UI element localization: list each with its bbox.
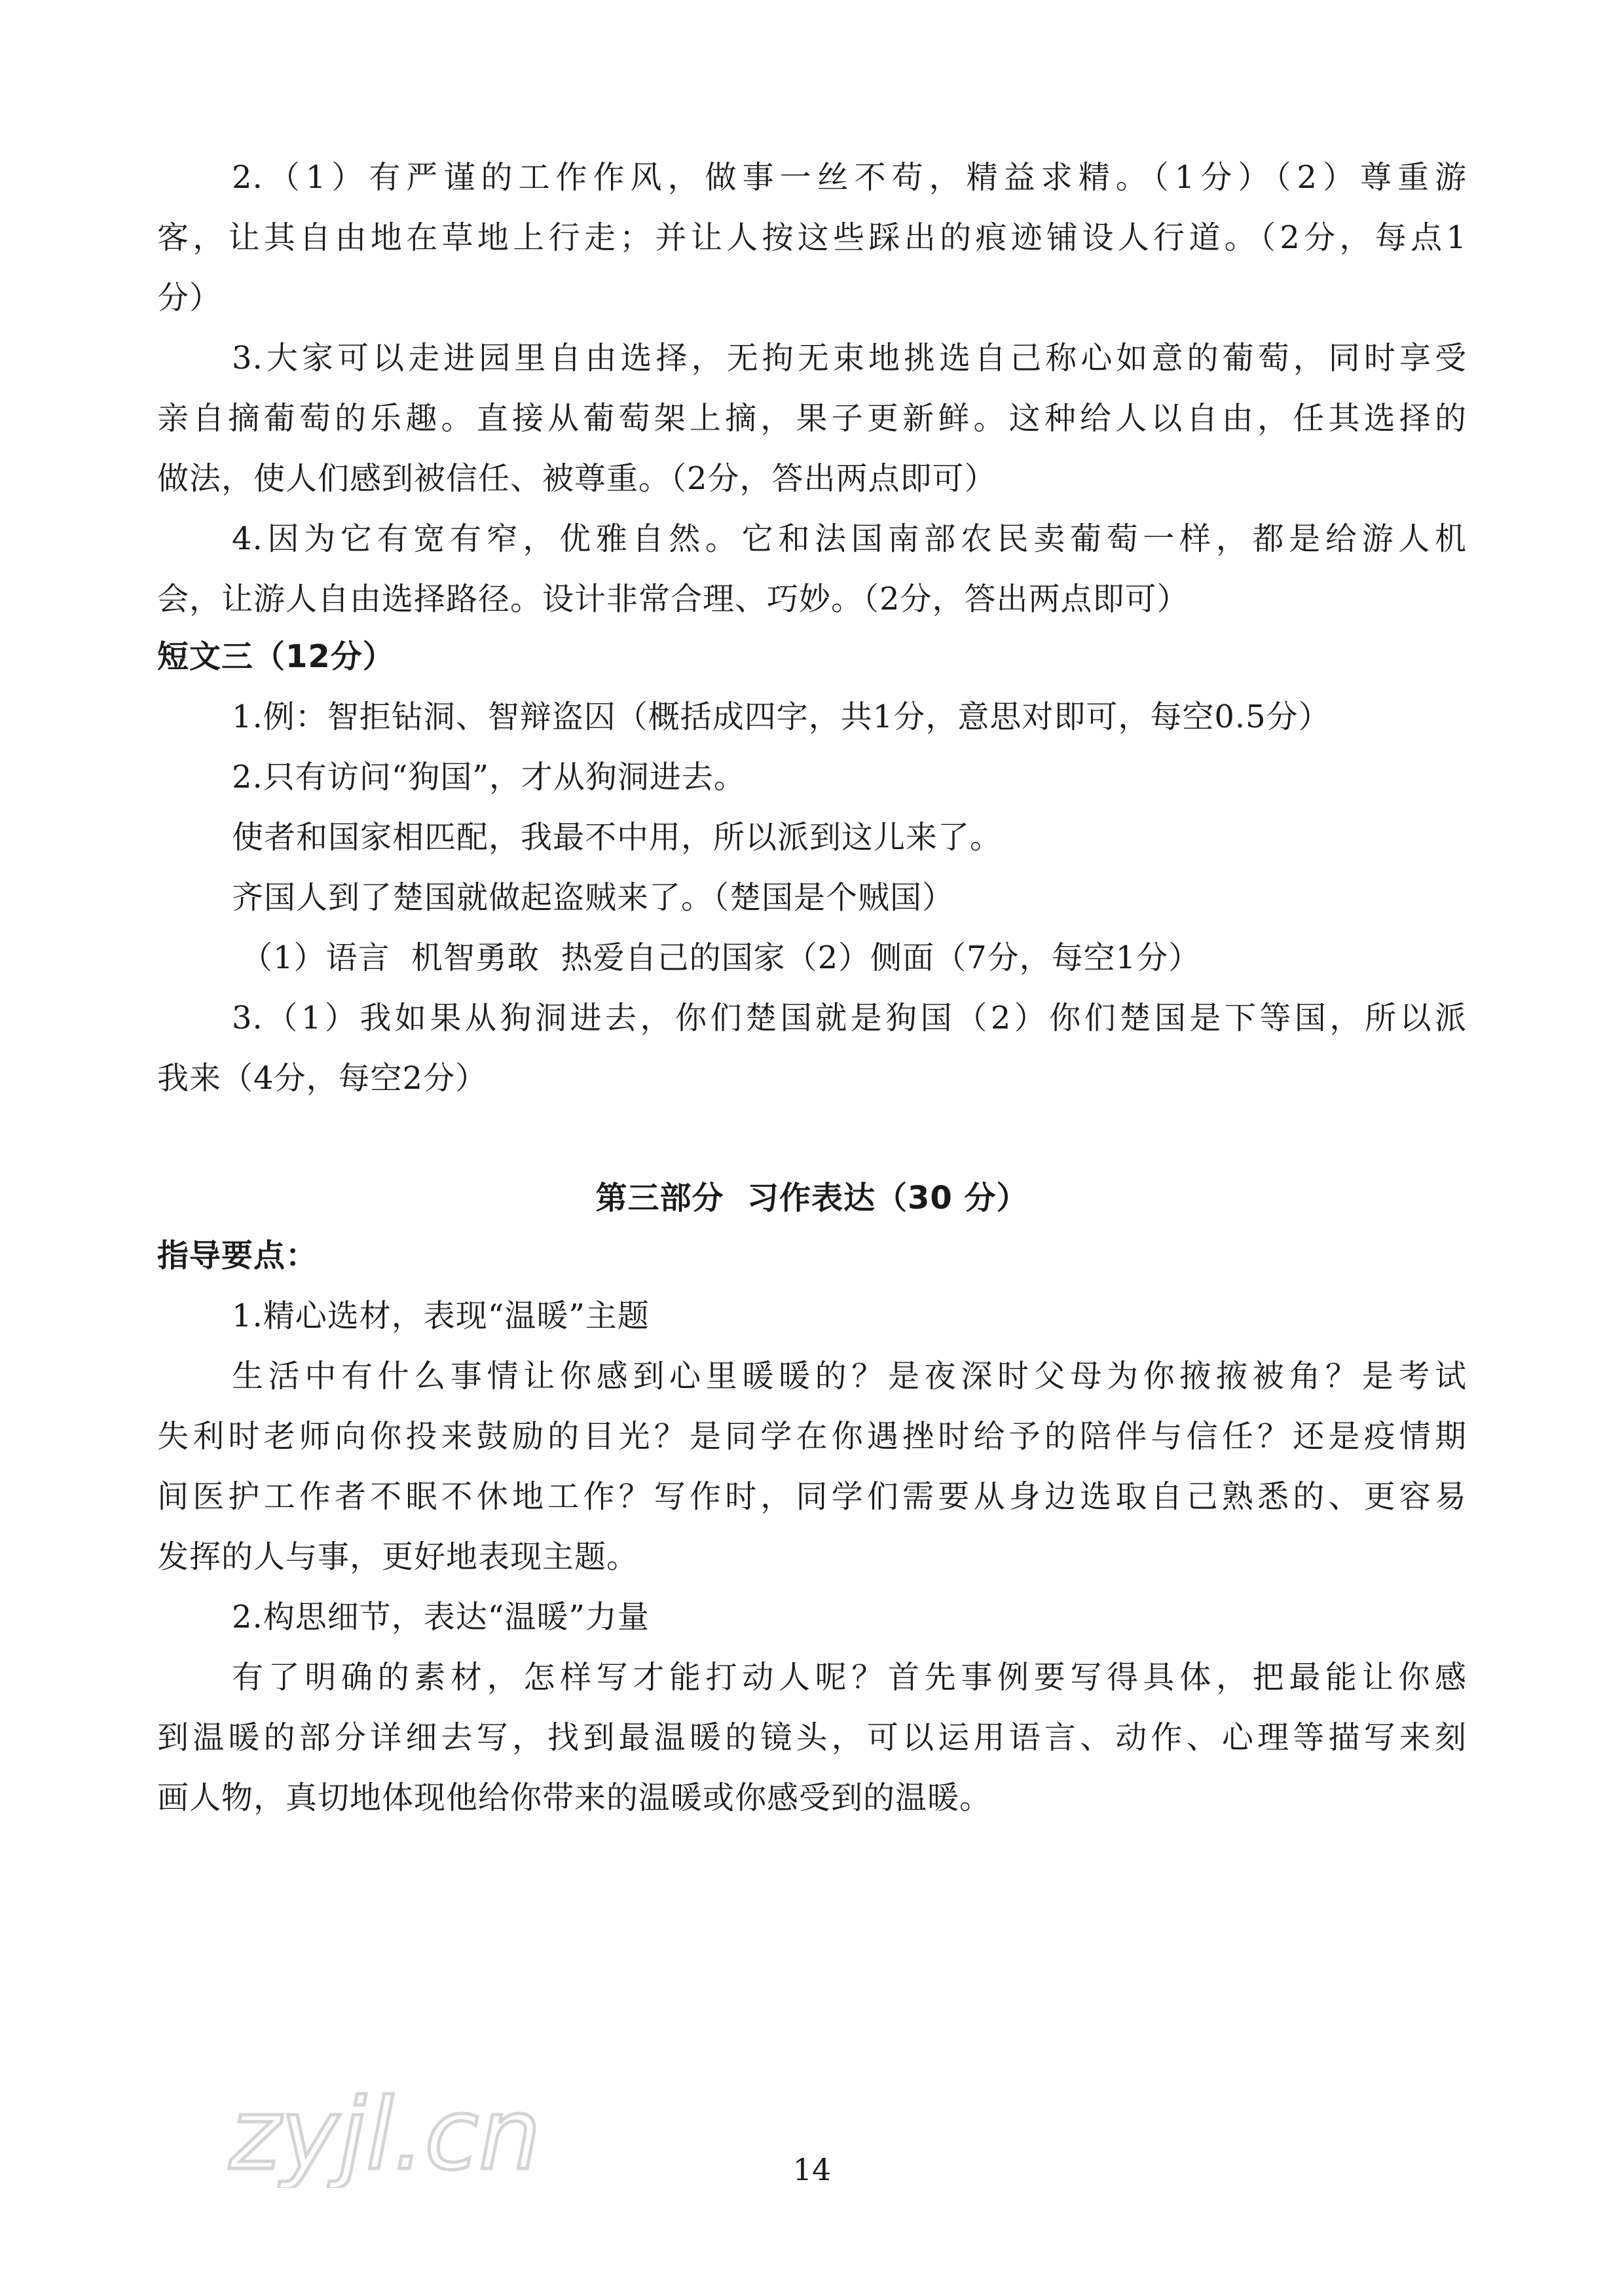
section-heading: 短文三（12分） (157, 638, 395, 675)
paragraph-line: 有了明确的素材，怎样写才能打动人呢？首先事例要写得具体，把最能让你感 (232, 1659, 1467, 1696)
guide-point-title: 2.构思细节，表达“温暖”力量 (232, 1599, 650, 1635)
guide-heading: 指导要点： (157, 1237, 318, 1274)
part-title: 第三部分 习作表达（30 分） (595, 1180, 1029, 1216)
answer-line: 2.（1）有严谨的工作作风，做事一丝不苟，精益求精。（1分）（2）尊重游 (232, 159, 1467, 196)
answer-line: 分） (157, 280, 222, 316)
answer-line: 3.大家可以走进园里自由选择，无拘无束地挑选自己称心如意的葡萄，同时享受 (232, 340, 1467, 376)
guide-point-title: 1.精心选材，表现“温暖”主题 (232, 1298, 650, 1334)
answer-line: 2.只有访问“狗国”，才从狗洞进去。 (232, 759, 746, 795)
paragraph-line: 画人物，真切地体现他给你带来的温暖或你感受到的温暖。 (157, 1779, 992, 1816)
answer-line: 亲自摘葡萄的乐趣。直接从葡萄架上摘，果子更新鲜。这种给人以自由，任其选择的 (157, 400, 1467, 437)
paragraph-line: 失利时老师向你投来鼓励的目光？是同学在你遇挫时给予的陪伴与信任？还是疫情期 (157, 1418, 1467, 1455)
answer-line: 我来（4分，每空2分） (157, 1060, 488, 1097)
answer-line: 齐国人到了楚国就做起盗贼来了。（楚国是个贼国） (232, 879, 955, 916)
paragraph-line: 间医护工作者不眠不休地工作？写作时，同学们需要从身边选取自己熟悉的、更容易 (157, 1478, 1467, 1515)
watermark-text: zyjl.cn (229, 2090, 542, 2188)
answer-line: 使者和国家相匹配，我最不中用，所以派到这儿来了。 (232, 819, 1003, 856)
page-number: 14 (792, 2152, 832, 2187)
answer-line: 客，让其自由地在草地上行走；并让人按这些踩出的痕迹铺设人行道。（2分，每点1 (157, 219, 1467, 256)
answer-line: 3.（1）我如果从狗洞进去，你们楚国就是狗国（2）你们楚国是下等国，所以派 (232, 1000, 1467, 1036)
answer-line: 会，让游人自由选择路径。设计非常合理、巧妙。（2分，答出两点即可） (157, 581, 1189, 617)
answer-line: 做法，使人们感到被信任、被尊重。（2分，答出两点即可） (157, 460, 997, 497)
paragraph-line: 生活中有什么事情让你感到心里暖暖的？是夜深时父母为你掖掖被角？是考试 (232, 1358, 1467, 1394)
paragraph-line: 到温暖的部分详细去写，找到最温暖的镜头，可以运用语言、动作、心理等描写来刻 (157, 1719, 1467, 1756)
answer-line: 4.因为它有宽有窄，优雅自然。它和法国南部农民卖葡萄一样，都是给游人机 (232, 520, 1467, 557)
paragraph-line: 发挥的人与事，更好地表现主题。 (157, 1539, 639, 1575)
answer-line: （1）语言 机智勇敢 热爱自己的国家（2）侧面（7分，每空1分） (241, 939, 1201, 976)
answer-line: 1.例：智拒钻洞、智辩盗囚（概括成四字，共1分，意思对即可，每空0.5分） (232, 699, 1331, 735)
